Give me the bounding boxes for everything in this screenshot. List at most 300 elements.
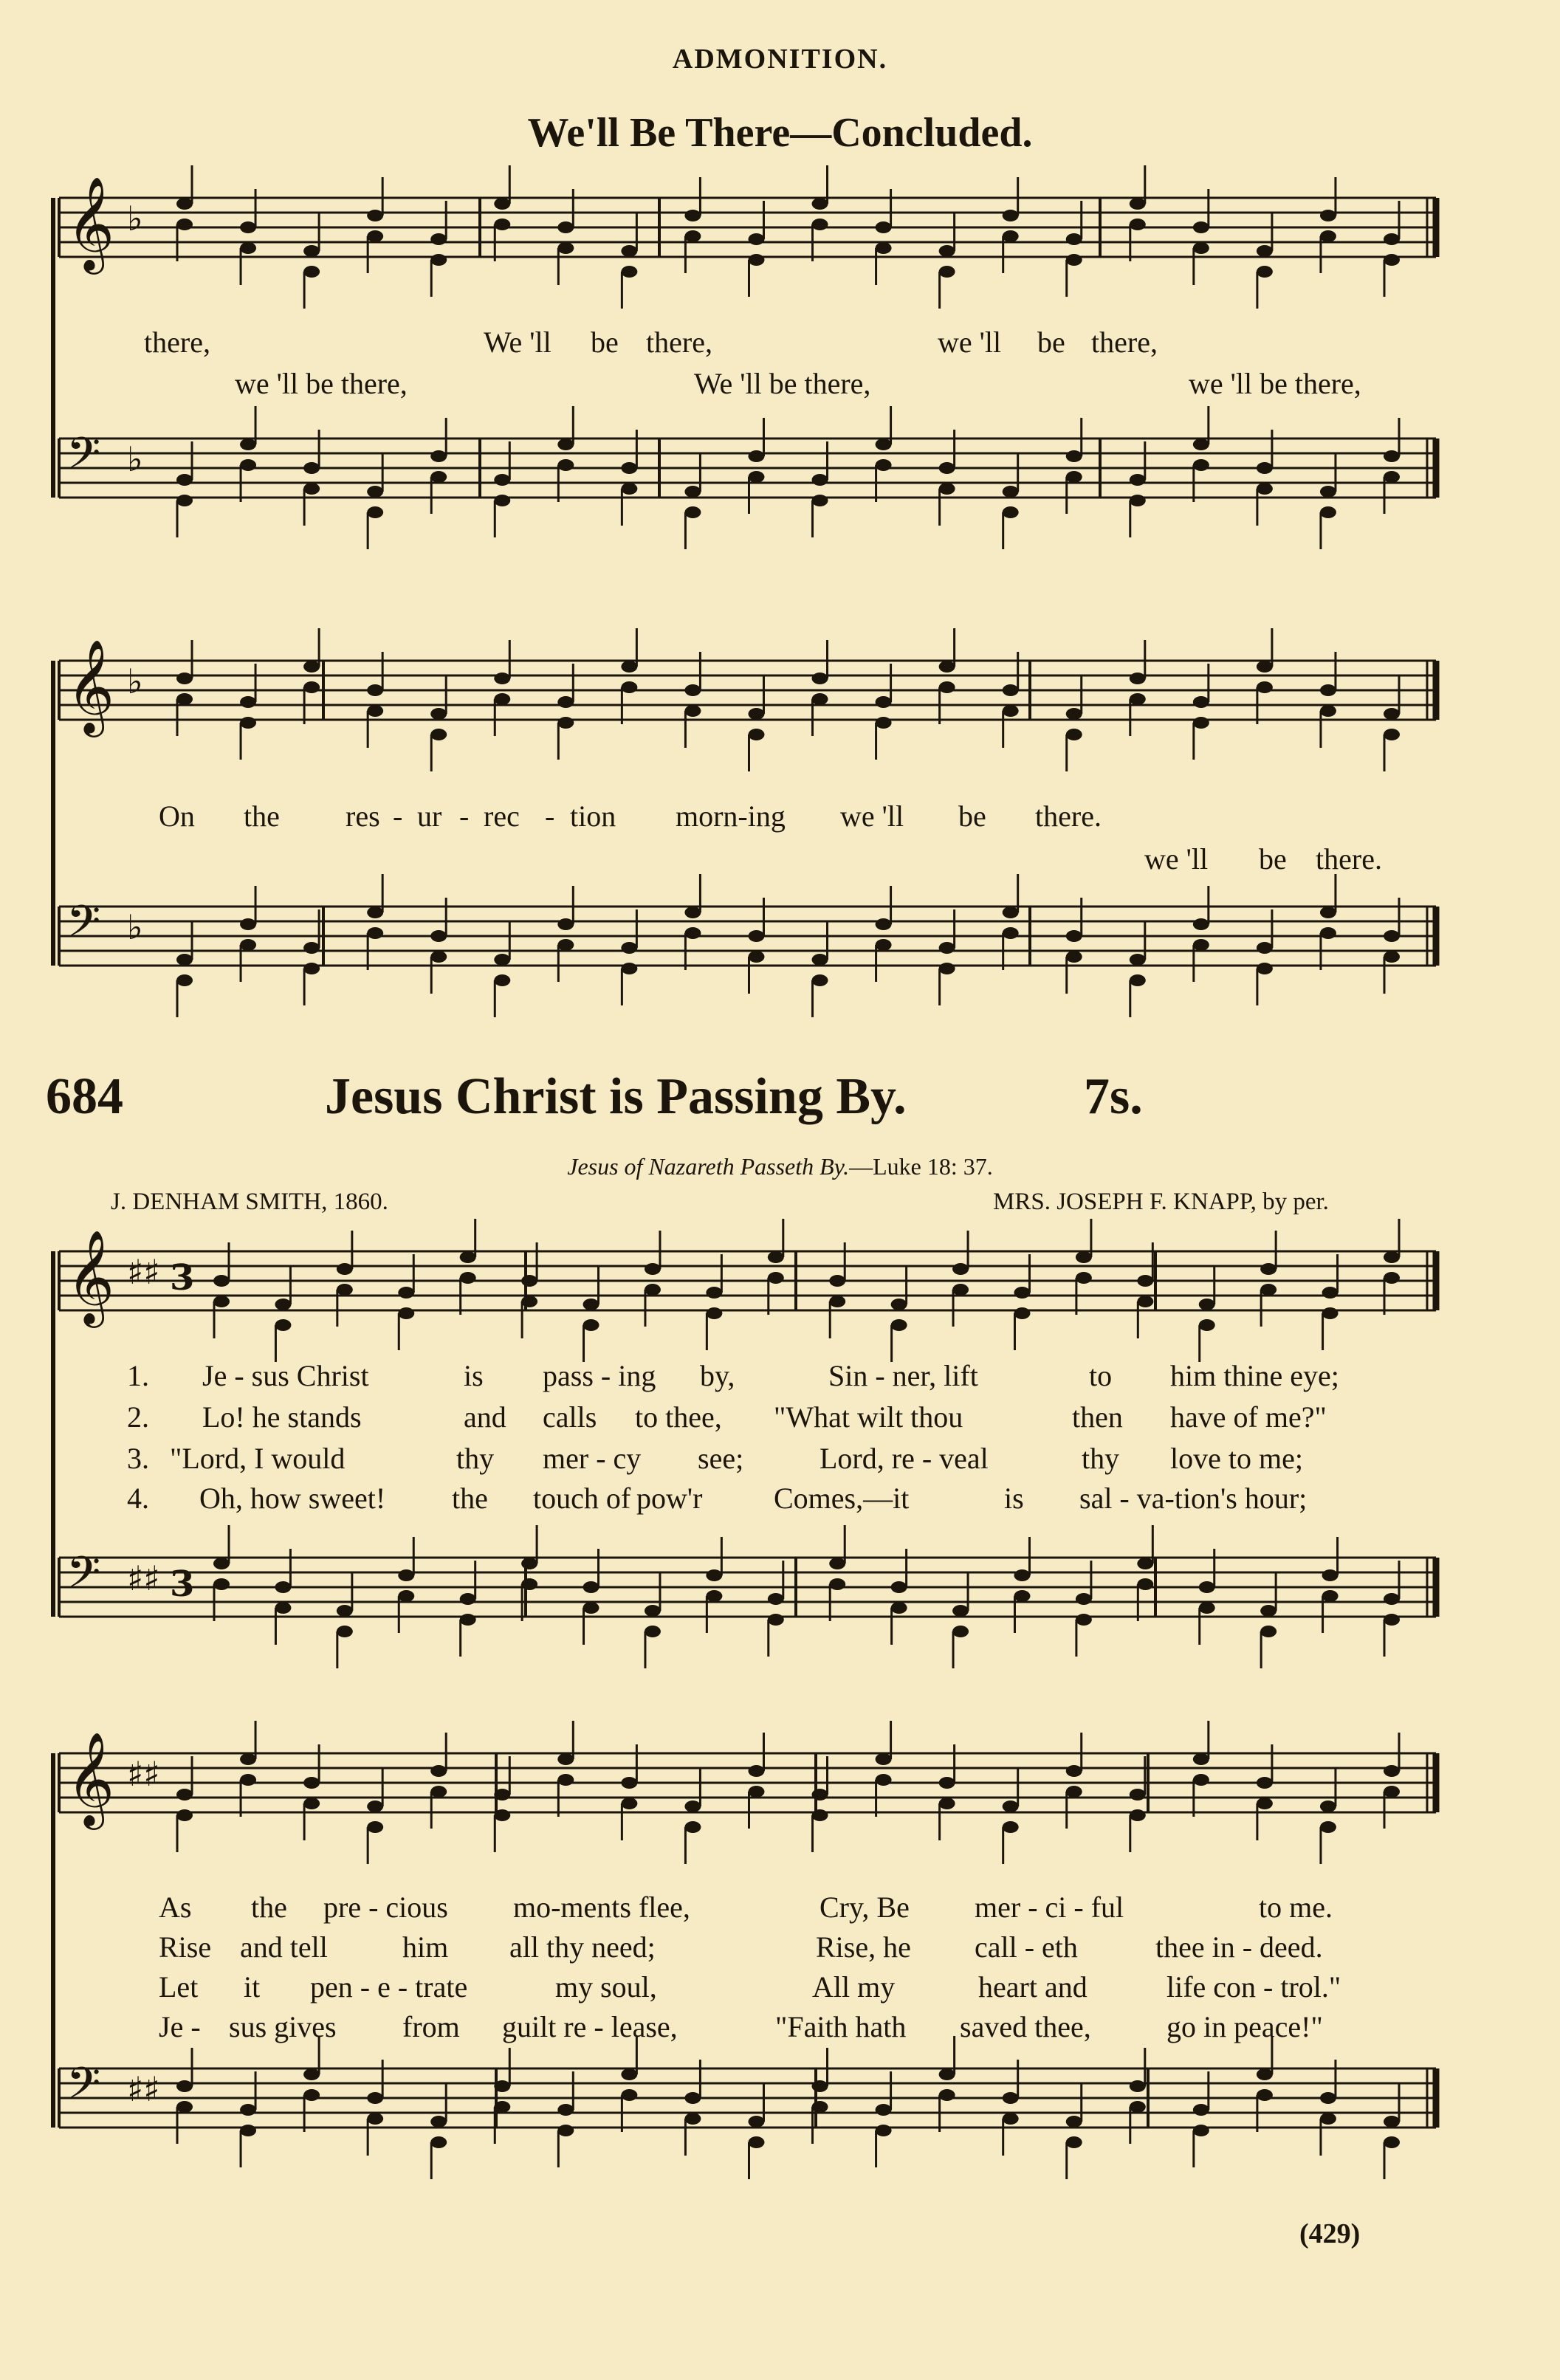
note-head (367, 705, 383, 717)
note-head (398, 1307, 414, 1319)
note-head (398, 1590, 414, 1602)
note-head (1257, 483, 1273, 495)
note-head (213, 1558, 230, 1569)
note-head (430, 930, 447, 942)
note-head (812, 974, 828, 986)
note-head (1003, 486, 1019, 498)
author-credit: J. DENHAM SMITH, 1860. (111, 1189, 388, 1215)
note-head (645, 1284, 661, 1296)
note-head (812, 693, 828, 705)
note-head (1193, 1753, 1209, 1765)
note-head (684, 705, 701, 717)
note-head (1257, 462, 1273, 474)
note-head (829, 1296, 845, 1307)
note-head (1199, 1602, 1215, 1614)
note-head (213, 1578, 230, 1590)
note-head (1193, 438, 1209, 450)
sharp-key-signature: ♯♯ (127, 1252, 160, 1292)
note-head (1260, 1284, 1276, 1296)
note-head (1257, 1777, 1273, 1789)
note-head (430, 1786, 447, 1798)
note-head (1193, 459, 1209, 471)
note-head (748, 2136, 764, 2148)
note-head (621, 942, 637, 954)
note-head (430, 708, 447, 720)
note-head (684, 1821, 701, 1833)
note-head (812, 2101, 828, 2113)
note-head (213, 1296, 230, 1307)
bass-clef-icon: 𝄢 (66, 895, 101, 957)
note-head (645, 1626, 661, 1637)
note-head (876, 2104, 892, 2116)
note-head (1137, 1296, 1153, 1307)
note-head (213, 1275, 230, 1287)
note-head (1003, 705, 1019, 717)
note-head (1320, 230, 1336, 242)
note-head (621, 1777, 637, 1789)
note-head (621, 483, 637, 495)
note-head (275, 1319, 291, 1331)
hymn-meter: 7s. (1084, 1068, 1143, 1125)
note-head (706, 1287, 722, 1299)
note-head (891, 1319, 907, 1331)
note-head (876, 459, 892, 471)
note-head (1320, 1801, 1336, 1812)
note-head (684, 927, 701, 939)
note-head (748, 951, 764, 963)
note-head (494, 474, 510, 486)
note-head (829, 1275, 845, 1287)
note-head (1076, 1272, 1092, 1284)
note-head (240, 221, 256, 233)
note-head (337, 1605, 353, 1617)
note-head (367, 927, 383, 939)
note-head (876, 242, 892, 254)
note-head (1193, 696, 1209, 708)
note-head (1130, 219, 1146, 230)
note-head (1003, 684, 1019, 696)
scripture-citation: —Luke 18: 37. (849, 1153, 993, 1180)
note-head (1384, 1614, 1400, 1626)
note-head (1066, 930, 1082, 942)
note-head (176, 198, 193, 210)
note-head (1257, 681, 1273, 693)
treble-clef-icon: 𝄞 (66, 1731, 115, 1826)
note-head (876, 1774, 892, 1786)
note-head (557, 242, 574, 254)
note-head (748, 729, 764, 740)
note-head (240, 1753, 256, 1765)
note-head (460, 1593, 476, 1605)
treble-clef-icon: 𝄞 (66, 176, 115, 270)
note-head (1130, 474, 1146, 486)
note-head (1384, 1593, 1400, 1605)
note-head (1003, 927, 1019, 939)
bass-clef-icon: 𝄢 (66, 2057, 101, 2119)
note-head (1384, 233, 1400, 245)
note-head (1320, 927, 1336, 939)
note-head (430, 471, 447, 483)
note-head (1014, 1590, 1030, 1602)
note-head (275, 1602, 291, 1614)
note-head (1257, 1798, 1273, 1809)
note-head (275, 1581, 291, 1593)
note-head (952, 1626, 969, 1637)
note-head (1193, 717, 1209, 729)
note-head (684, 2092, 701, 2104)
note-head (367, 506, 383, 518)
note-head (1014, 1287, 1030, 1299)
note-head (1130, 198, 1146, 210)
note-head (1066, 2136, 1082, 2148)
note-head (430, 1765, 447, 1777)
note-head (768, 1251, 784, 1263)
note-head (337, 1626, 353, 1637)
note-head (1384, 1786, 1400, 1798)
note-head (1384, 1251, 1400, 1263)
note-head (460, 1272, 476, 1284)
note-head (494, 2101, 510, 2113)
note-head (557, 717, 574, 729)
note-head (1066, 951, 1082, 963)
note-head (939, 661, 955, 673)
note-head (337, 1263, 353, 1275)
flat-key-signature: ♭ (127, 439, 143, 479)
note-head (1193, 242, 1209, 254)
note-head (1322, 1287, 1339, 1299)
note-head (939, 1777, 955, 1789)
note-head (303, 681, 320, 693)
note-head (1193, 918, 1209, 930)
note-head (748, 254, 764, 266)
note-head (583, 1319, 599, 1331)
note-head (1193, 2125, 1209, 2136)
note-head (1130, 673, 1146, 684)
note-head (812, 2080, 828, 2092)
note-head (1320, 2092, 1336, 2104)
note-head (521, 1578, 537, 1590)
note-head (303, 661, 320, 673)
note-head (1320, 486, 1336, 498)
note-head (876, 1753, 892, 1765)
note-head (494, 219, 510, 230)
note-head (240, 717, 256, 729)
note-head (398, 1287, 414, 1299)
note-head (939, 483, 955, 495)
note-head (176, 1789, 193, 1801)
page-number: (429) (1299, 2218, 1361, 2249)
note-head (557, 696, 574, 708)
note-head (748, 471, 764, 483)
note-head (494, 673, 510, 684)
note-head (1066, 254, 1082, 266)
note-head (557, 939, 574, 951)
note-head (303, 942, 320, 954)
note-head (398, 1569, 414, 1581)
note-head (1130, 974, 1146, 986)
note-head (1384, 254, 1400, 266)
note-head (621, 462, 637, 474)
note-head (494, 1809, 510, 1821)
note-head (494, 693, 510, 705)
note-head (494, 954, 510, 966)
note-head (1260, 1626, 1276, 1637)
note-head (621, 1798, 637, 1809)
sharp-key-signature: ♯♯ (127, 1754, 160, 1794)
note-head (706, 1307, 722, 1319)
note-head (1014, 1569, 1030, 1581)
note-head (621, 266, 637, 278)
note-head (1137, 1578, 1153, 1590)
note-head (1384, 708, 1400, 720)
note-head (1199, 1319, 1215, 1331)
note-head (557, 459, 574, 471)
note-head (303, 1798, 320, 1809)
note-head (240, 1774, 256, 1786)
note-head (1257, 661, 1273, 673)
sharp-key-signature: ♯♯ (127, 2069, 160, 2109)
note-head (1130, 954, 1146, 966)
note-head (939, 963, 955, 974)
note-head (1384, 930, 1400, 942)
scripture-reference (0, 1153, 1560, 1180)
flat-key-signature: ♭ (127, 661, 143, 701)
note-head (430, 450, 447, 462)
note-head (812, 954, 828, 966)
note-head (1130, 2101, 1146, 2113)
note-head (1320, 705, 1336, 717)
note-head (684, 907, 701, 918)
note-head (684, 506, 701, 518)
note-head (1130, 2080, 1146, 2092)
note-head (876, 717, 892, 729)
note-head (303, 963, 320, 974)
note-head (367, 210, 383, 221)
note-head (891, 1299, 907, 1310)
note-head (1199, 1299, 1215, 1310)
note-head (812, 495, 828, 506)
note-head (829, 1558, 845, 1569)
note-head (240, 696, 256, 708)
note-head (240, 2125, 256, 2136)
note-head (812, 219, 828, 230)
note-head (557, 1774, 574, 1786)
note-head (557, 438, 574, 450)
hymnal-page: ADMONITION. We'll Be There—Concluded. 𝄞 ♭ 𝄢 ♭ 𝄞 ♭ 𝄢 ♭ 𝄞 ♯♯ 𝄢 ♯♯ 𝄞 ♯♯ 𝄢 ♯♯ 3 3 there, We 'll be there, we 'll be there, we 'll be there, We 'll be there, we 'll be there, On the res - ur - rec - tion morn-ing we 'll be there. we 'll be there. 684 Jesus Christ is Passing By. 7s. Jesus of Nazareth Passeth By.—Luke 18: 37. J. DENHAM SMITH, 1860. MRS. JOSEPH F. KNAPP, by per. 1. Je - sus Christ is pass - ing by, Sin - ner, lift to him thine eye; 2. Lo! he stands and calls to thee, "What wilt thou then have of me?" 3. "Lord, I would thy mer - cy see; Lord, re - veal thy love to me; 4. Oh, how sweet! the touch of pow'r Comes,—it is sal - va-tion's hour; As the pre - cious mo-ments flee, Cry, Be mer - ci - ful to me. Rise and tell him all thy need; Rise, he call - eth thee in - deed. Let it pen - e - trate my soul, All my heart and life con - trol." Je - sus gives from guilt re - lease, "Faith hath saved thee, go in peace!" (429) (0, 0, 1560, 2380)
note-head (494, 198, 510, 210)
note-head (1320, 2113, 1336, 2125)
note-head (876, 438, 892, 450)
note-head (521, 1558, 537, 1569)
note-head (557, 221, 574, 233)
note-head (748, 450, 764, 462)
note-head (1066, 2116, 1082, 2128)
note-head (768, 1593, 784, 1605)
note-head (303, 266, 320, 278)
treble-clef-icon: 𝄞 (66, 1229, 115, 1324)
note-head (891, 1581, 907, 1593)
note-head (645, 1263, 661, 1275)
previous-hymn-title: We'll Be There—Concluded. (527, 110, 1033, 156)
note-head (748, 1786, 764, 1798)
note-head (303, 2068, 320, 2080)
note-head (430, 2116, 447, 2128)
note-head (1003, 210, 1019, 221)
note-head (1257, 2068, 1273, 2080)
note-head (1322, 1307, 1339, 1319)
note-head (176, 693, 193, 705)
note-head (1384, 471, 1400, 483)
note-head (1003, 230, 1019, 242)
note-head (684, 1801, 701, 1812)
note-head (1076, 1614, 1092, 1626)
note-head (176, 974, 193, 986)
note-head (1003, 1821, 1019, 1833)
treble-clef-icon: 𝄞 (66, 639, 115, 733)
note-head (748, 708, 764, 720)
note-head (891, 1602, 907, 1614)
bass-clef-icon: 𝄢 (66, 427, 101, 489)
note-head (367, 2113, 383, 2125)
note-head (1076, 1593, 1092, 1605)
note-head (952, 1263, 969, 1275)
note-head (1384, 729, 1400, 740)
note-head (1384, 2136, 1400, 2148)
note-head (176, 2080, 193, 2092)
note-head (176, 2101, 193, 2113)
note-head (367, 230, 383, 242)
note-head (240, 459, 256, 471)
note-head (812, 198, 828, 210)
note-head (1003, 1801, 1019, 1812)
note-head (952, 1605, 969, 1617)
note-head (275, 1299, 291, 1310)
note-head (621, 2068, 637, 2080)
note-head (557, 2125, 574, 2136)
note-head (706, 1569, 722, 1581)
note-head (494, 2080, 510, 2092)
note-head (1130, 495, 1146, 506)
time-signature: 3 (170, 1564, 195, 1605)
section-header: ADMONITION. (672, 44, 888, 75)
note-head (583, 1299, 599, 1310)
note-head (303, 483, 320, 495)
note-head (557, 918, 574, 930)
note-head (939, 942, 955, 954)
note-head (748, 233, 764, 245)
note-head (1066, 1765, 1082, 1777)
note-head (430, 951, 447, 963)
note-head (645, 1605, 661, 1617)
note-head (706, 1590, 722, 1602)
note-head (1003, 2092, 1019, 2104)
note-head (1257, 266, 1273, 278)
note-head (1066, 450, 1082, 462)
note-head (684, 2113, 701, 2125)
hymn-number: 684 (46, 1068, 123, 1125)
note-head (1384, 2116, 1400, 2128)
note-head (583, 1581, 599, 1593)
note-head (430, 254, 447, 266)
note-head (1066, 1786, 1082, 1798)
note-head (1003, 907, 1019, 918)
note-head (303, 462, 320, 474)
note-head (240, 939, 256, 951)
note-head (684, 210, 701, 221)
note-head (1322, 1590, 1339, 1602)
note-head (621, 681, 637, 693)
note-head (240, 918, 256, 930)
note-head (303, 245, 320, 257)
note-head (1066, 471, 1082, 483)
note-head (176, 954, 193, 966)
note-head (768, 1272, 784, 1284)
note-head (812, 1789, 828, 1801)
note-head (1137, 1558, 1153, 1569)
note-head (1193, 939, 1209, 951)
note-head (1384, 951, 1400, 963)
note-head (367, 907, 383, 918)
note-head (1260, 1263, 1276, 1275)
note-head (1066, 729, 1082, 740)
note-head (494, 974, 510, 986)
note-head (1003, 506, 1019, 518)
note-head (367, 1821, 383, 1833)
note-head (557, 1753, 574, 1765)
note-head (1193, 2104, 1209, 2116)
note-head (748, 930, 764, 942)
note-head (494, 1789, 510, 1801)
note-head (430, 2136, 447, 2148)
note-head (337, 1284, 353, 1296)
note-head (303, 2089, 320, 2101)
note-head (460, 1614, 476, 1626)
note-head (939, 1798, 955, 1809)
bass-clef-icon: 𝄢 (66, 1547, 101, 1609)
note-head (621, 245, 637, 257)
note-head (876, 2125, 892, 2136)
note-head (812, 1809, 828, 1821)
scripture-text: Jesus of Nazareth Passeth By. (567, 1153, 850, 1180)
note-head (303, 1777, 320, 1789)
note-head (876, 696, 892, 708)
note-head (812, 474, 828, 486)
note-head (1014, 1307, 1030, 1319)
note-head (1320, 1821, 1336, 1833)
note-head (1130, 693, 1146, 705)
note-head (1384, 1765, 1400, 1777)
note-head (1384, 1272, 1400, 1284)
note-head (1003, 2113, 1019, 2125)
note-head (176, 495, 193, 506)
note-head (684, 486, 701, 498)
note-head (1260, 1605, 1276, 1617)
note-head (1257, 245, 1273, 257)
note-head (748, 2116, 764, 2128)
note-head (1257, 963, 1273, 974)
note-head (176, 219, 193, 230)
note-head (1320, 907, 1336, 918)
note-head (621, 661, 637, 673)
flat-key-signature: ♭ (127, 199, 143, 238)
note-head (939, 681, 955, 693)
note-head (621, 963, 637, 974)
note-head (684, 230, 701, 242)
note-head (1076, 1251, 1092, 1263)
note-head (876, 939, 892, 951)
time-signature: 3 (170, 1257, 195, 1299)
note-head (876, 221, 892, 233)
